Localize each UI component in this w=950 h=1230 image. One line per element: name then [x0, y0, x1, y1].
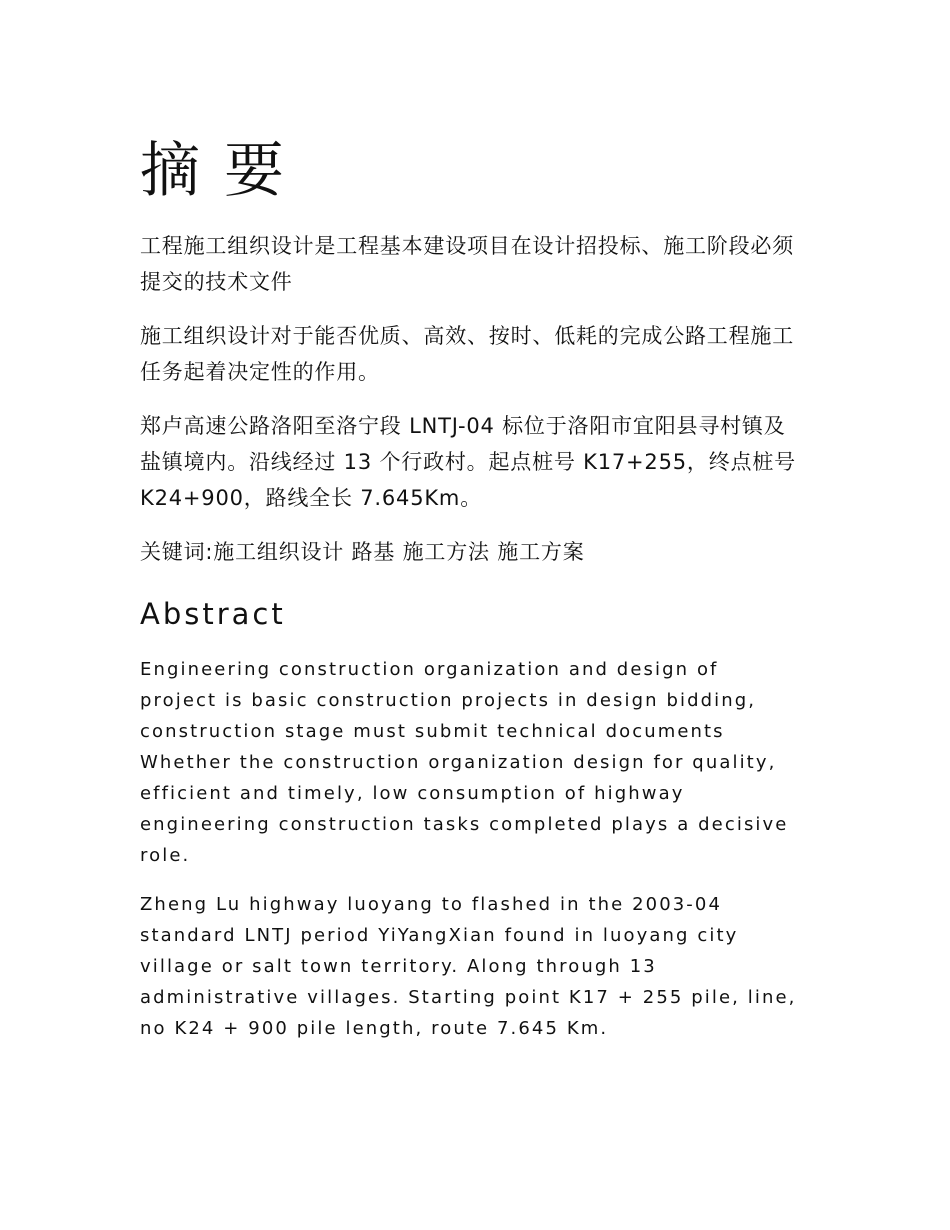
- english-paragraph-2-line: no K24 + 900 pile length, route 7.645 Km.: [140, 1018, 609, 1039]
- english-paragraph-1-line: Whether the construction organization design for quality,: [140, 752, 777, 773]
- english-paragraph-1-line: construction stage must submit technical documents: [140, 721, 725, 742]
- english-paragraph-1-line: project is basic construction projects in design bidding,: [140, 690, 757, 711]
- english-paragraph-1: [140, 654, 802, 871]
- english-paragraph-1-line: engineering construction tasks completed plays a decisive: [140, 814, 789, 835]
- document-page: [140, 0, 802, 1230]
- english-paragraph-2-line: village or salt town territory. Along through 13: [140, 956, 657, 977]
- english-abstract-heading: Abstract: [140, 597, 286, 631]
- english-paragraph-2-line: Zheng Lu highway luoyang to flashed in the 2003-04: [140, 894, 723, 915]
- chinese-keywords: 关键词:施工组织设计 路基 施工方法 施工方案: [140, 540, 585, 564]
- english-paragraph-2-line: administrative villages. Starting point K17 + 255 pile, line,: [140, 987, 797, 1008]
- chinese-paragraph-2: 施工组织设计对于能否优质、高效、按时、低耗的完成公路工程施工任务起着决定性的作用。: [140, 324, 794, 384]
- english-paragraph-2-line: standard LNTJ period YiYangXian found in luoyang city: [140, 925, 739, 946]
- chinese-paragraph-3: 郑卢高速公路洛阳至洛宁段 LNTJ-04 标位于洛阳市宜阳县寻村镇及盐镇境内。沿线经过 13 个行政村。起点桩号 K17+255，终点桩号 K24+900，路线全长 7.645Km。: [140, 414, 796, 510]
- chinese-abstract-heading: 摘要: [140, 136, 308, 206]
- english-paragraph-1-line: efficient and timely, low consumption of highway: [140, 783, 685, 804]
- english-paragraph-1-line: Engineering construction organization and design of: [140, 659, 719, 680]
- chinese-paragraph-1: 工程施工组织设计是工程基本建设项目在设计招投标、施工阶段必须提交的技术文件: [140, 234, 794, 294]
- english-paragraph-1-line: role.: [140, 845, 191, 866]
- english-paragraph-2: [140, 889, 802, 1044]
